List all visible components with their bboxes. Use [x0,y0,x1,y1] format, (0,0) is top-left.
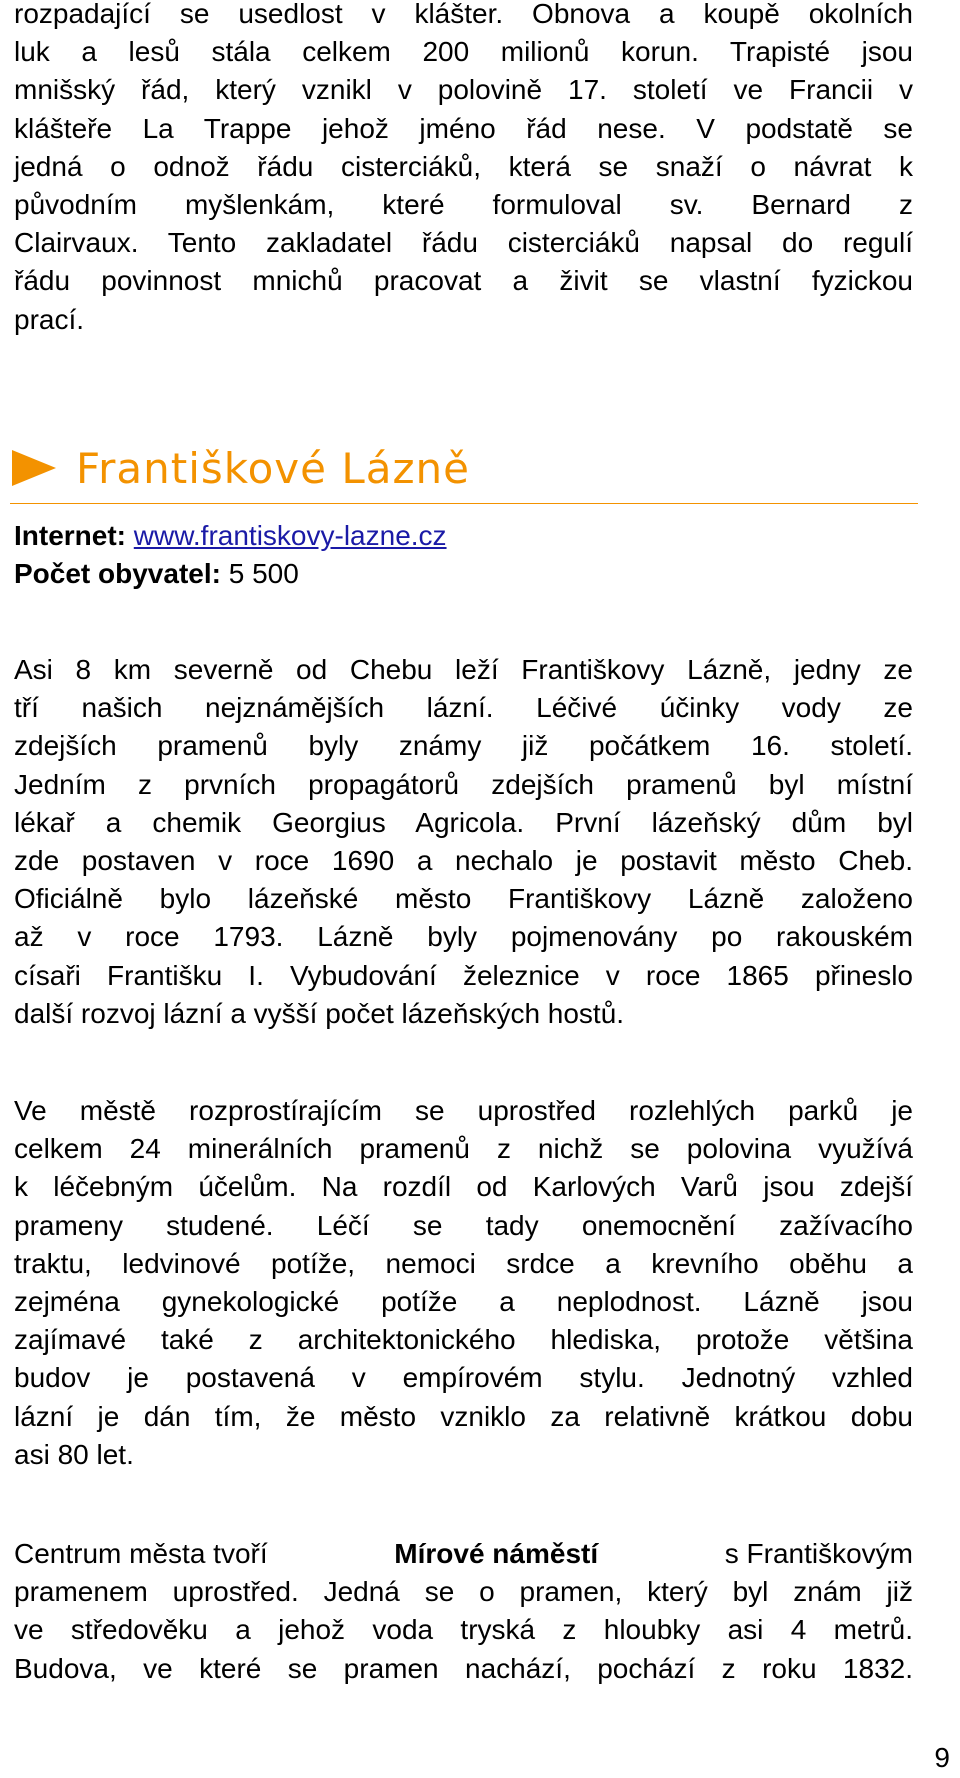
page-number: 9 [934,1742,950,1773]
text-run: s Františkovým [724,1538,913,1569]
text-line: prameny studené. Léčí se tady onemocnění zažívacího [14,1209,913,1241]
text-line [14,1535,913,1573]
population-value: 5 500 [228,558,299,589]
population-label: Počet obyvatel: [14,558,221,589]
text-line: císaři Františku I. Vybudování železnice v roce 1865 přineslo [14,959,913,991]
text-line: traktu, ledvinové potíže, nemoci srdce a krevního oběhu a [14,1247,913,1279]
text-line: ve středověku a jehož voda tryská z hloubky asi 4 metrů. [14,1614,913,1646]
text-line: Oficiálně bylo lázeňské město Františkovy Lázně založeno [14,883,913,915]
arrow-right-icon [12,450,56,486]
heading-divider [10,503,918,504]
internet-info [14,518,447,554]
text-line: zejména gynekologické potíže a neplodnost. Lázně jsou [14,1286,913,1318]
text-line: asi 80 let. [14,1438,134,1470]
text-line: k léčebným účelům. Na rozdíl od Karlových Varů jsou zdejší [14,1171,913,1203]
text-line: mnišský řád, který vznikl v polovině 17. století ve Francii v [14,74,913,106]
text-line: lázní je dán tím, že město vzniklo za relativně krátkou dobu [14,1400,913,1432]
paragraph-springs [14,1092,913,1474]
population-info [14,556,299,592]
text-line: budov je postavená v empírovém stylu. Jednotný vzhled [14,1362,913,1394]
text-line: Clairvaux. Tento zakladatel řádu cisterciáků napsal do regulí [14,227,913,259]
paragraph-town-centre [14,1535,913,1688]
text-line: jedná o odnož řádu cisterciáků, která se snaží o návrat k [14,150,913,182]
text-line: luk a lesů stála celkem 200 milionů korun. Trapisté jsou [14,36,913,68]
text-line: zajímavé také z architektonického hlediska, protože většina [14,1324,913,1356]
text-line: další rozvoj lázní a vyšší počet lázeňských hostů. [14,997,625,1029]
paragraph-history [14,651,913,1033]
text-line: Budova, ve které se pramen nachází, pochází z roku 1832. [14,1652,913,1684]
text-line: rozpadající se usedlost v klášter. Obnova a koupě okolních [14,0,913,29]
text-line: klášteře La Trappe jehož jméno řád nese. V podstatě se [14,112,913,144]
text-line: zde postaven v roce 1690 a nechalo je postavit město Cheb. [14,845,913,877]
text-line: Asi 8 km severně od Chebu leží Františkovy Lázně, jedny ze [14,654,913,685]
section-heading [12,438,470,498]
internet-label: Internet: [14,520,126,551]
text-line: Jedním z prvních propagátorů zdejších pramenů byl místní [14,768,913,800]
text-line: řádu povinnost mnichů pracovat a živit se vlastní fyzickou [14,265,913,297]
text-line: prací. [14,303,85,335]
text-line: Ve městě rozprostírajícím se uprostřed rozlehlých parků je [14,1095,913,1126]
text-line: zdejších pramenů byly známy již počátkem 16. století. [14,730,913,762]
text-line: tří našich nejznámějších lázní. Léčivé účinky vody ze [14,692,913,724]
paragraph-intro-continued [14,0,913,339]
text-line: původním myšlenkám, které formuloval sv. Bernard z [14,189,913,221]
website-link[interactable]: www.frantiskovy-lazne.cz [133,520,447,551]
text-line: až v roce 1793. Lázně byly pojmenovány po rakouském [14,921,913,953]
text-line: lékař a chemik Georgius Agricola. První lázeňský dům byl [14,806,913,838]
text-run: Centrum města tvoří [14,1538,268,1569]
text-line: celkem 24 minerálních pramenů z nichž se polovina využívá [14,1133,913,1165]
section-title: Františkové Lázně [76,443,470,493]
text-line: pramenem uprostřed. Jedná se o pramen, který byl znám již [14,1576,913,1608]
bold-place-name: Mírové náměstí [394,1538,599,1569]
